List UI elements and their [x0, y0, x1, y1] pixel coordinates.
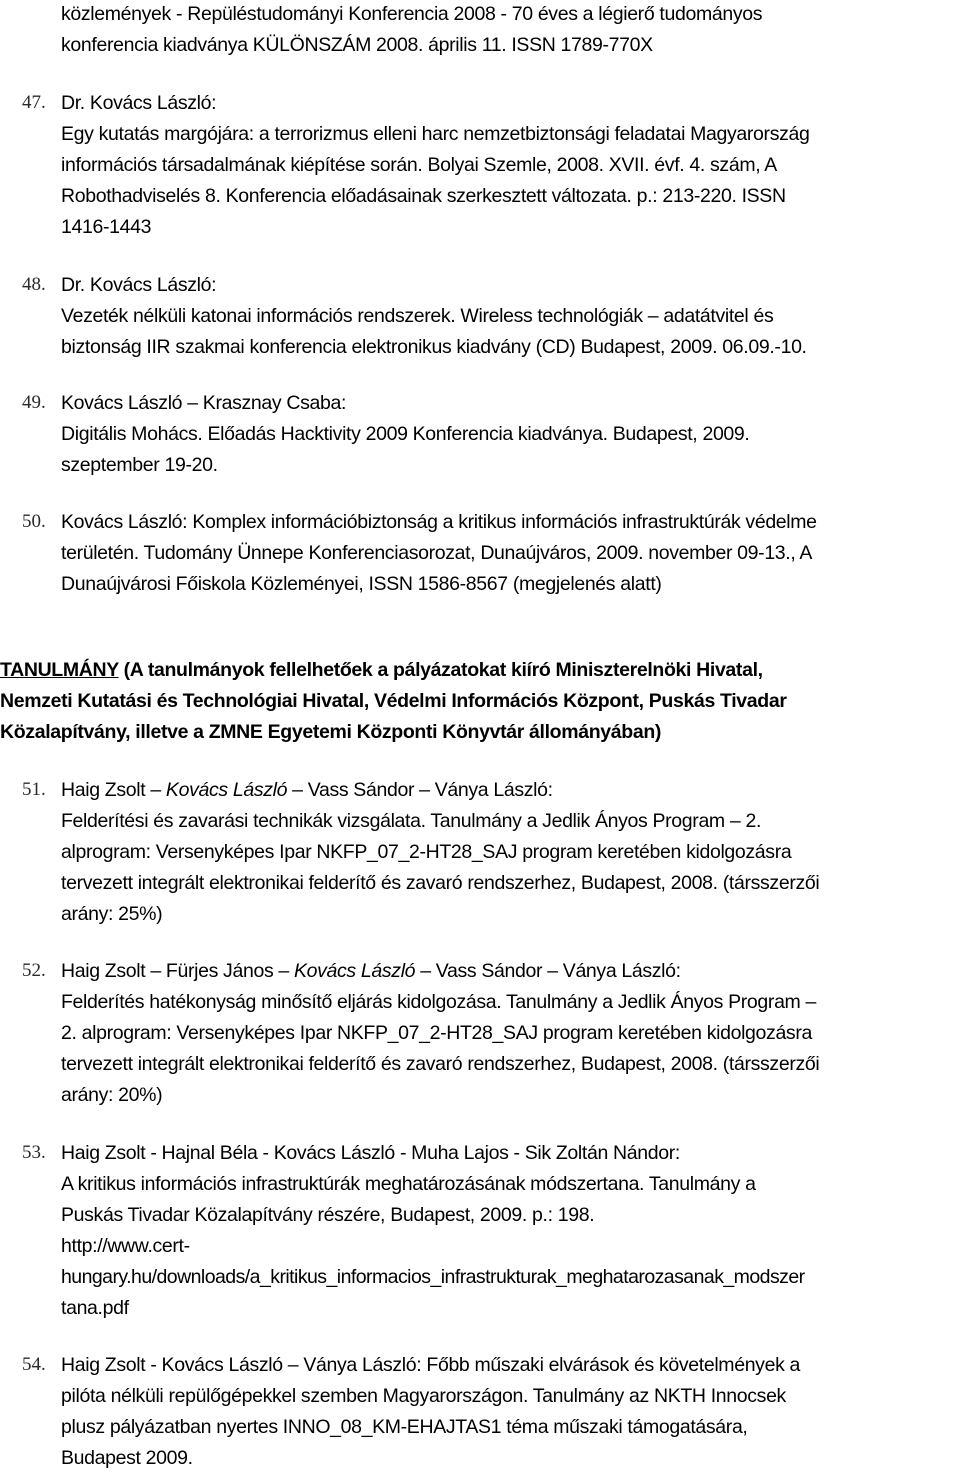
entry-text: arány: 25%) [61, 903, 163, 925]
entry-text: Digitális Mohács. Előadás Hacktivity 2009 Konferencia kiadványa. Budapest, 2009. [61, 423, 750, 445]
entry-text: 2. alprogram: Versenyképes Ipar NKFP_07_2-HT28_SAJ program keretében kidolgozásra [61, 1022, 812, 1044]
entry-number: 50. [22, 511, 46, 532]
entry-text: Felderítési és zavarási technikák vizsgálata. Tanulmány a Jedlik Ányos Program – 2. [61, 810, 762, 832]
entry-text: 1416-1443 [61, 216, 152, 238]
entry-text: Kovács László: Komplex információbiztonság a kritikus információs infrastruktúrák védelme [61, 511, 817, 533]
entry-link[interactable]: http://www.cert- [61, 1235, 190, 1257]
entry-text: szeptember 19-20. [61, 454, 218, 476]
entry-author: Dr. Kovács László: [61, 274, 217, 296]
entry-author: Haig Zsolt - Kovács László – Ványa László: Főbb műszaki elvárások és követelmények a [61, 1354, 801, 1376]
entry-link[interactable]: tana.pdf [61, 1297, 129, 1319]
entry-text: tervezett integrált elektronikai felderítő és zavaró rendszerhez, Budapest, 2008. (társszerzői [61, 872, 820, 894]
author-text: – Vass Sándor – Ványa László: [287, 779, 553, 801]
section-subtitle: (A tanulmányok fellelhetőek a pályázatokat kiíró Miniszterelnöki Hivatal, [118, 659, 763, 681]
section-heading-line-2: Nemzeti Kutatási és Technológiai Hivatal, Védelmi Információs Központ, Puskás Tivadar [0, 690, 787, 712]
entry-author: Dr. Kovács László: [61, 92, 217, 114]
author-highlight: Kovács László [165, 779, 288, 801]
entry-text: Dunaújvárosi Főiskola Közleményei, ISSN 1586-8567 (megjelenés alatt) [61, 573, 662, 595]
author-text: Haig Zsolt – [61, 779, 166, 801]
entry-text: pilóta nélküli repülőgépekkel szemben Magyarországon. Tanulmány az NKTH Innocsek [61, 1385, 786, 1407]
entry-number: 51. [22, 779, 46, 800]
entry-text: arány: 20%) [61, 1084, 163, 1106]
entry-text: Robothadviselés 8. Konferencia előadásainak szerkesztett változata. p.: 213-220. ISSN [61, 185, 786, 207]
entry-text: Felderítés hatékonyság minősítő eljárás kidolgozása. Tanulmány a Jedlik Ányos Program – [61, 991, 817, 1013]
entry-author: Haig Zsolt - Hajnal Béla - Kovács László - Muha Lajos - Sik Zoltán Nándor: [61, 1142, 680, 1164]
entry-author: Kovács László – Krasznay Csaba: [61, 392, 347, 414]
entry-author [61, 957, 681, 985]
entry-text: Puskás Tivadar Közalapítvány részére, Budapest, 2009. p.: 198. [61, 1204, 595, 1226]
section-title: TANULMÁNY [0, 659, 119, 681]
entry-number: 49. [22, 392, 46, 413]
entry-number: 47. [22, 92, 46, 113]
entry-number: 48. [22, 274, 46, 295]
entry-text: biztonság IIR szakmai konferencia elektronikus kiadvány (CD) Budapest, 2009. 06.09.-10. [61, 336, 807, 358]
intro-line-1: közlemények - Repüléstudományi Konferencia 2008 - 70 éves a légierő tudományos [61, 3, 763, 25]
entry-text: Budapest 2009. [61, 1447, 193, 1469]
section-heading-line-1 [0, 656, 763, 684]
entry-number: 52. [22, 960, 46, 981]
author-text: Haig Zsolt – Fürjes János – [61, 960, 294, 982]
entry-text: Egy kutatás margójára: a terrorizmus elleni harc nemzetbiztonsági feladatai Magyarország [61, 123, 810, 145]
entry-text: alprogram: Versenyképes Ipar NKFP_07_2-HT28_SAJ program keretében kidolgozásra [61, 841, 792, 863]
entry-text: területén. Tudomány Ünnepe Konferenciasorozat, Dunaújváros, 2009. november 09-13., A [61, 542, 813, 564]
entry-link[interactable]: hungary.hu/downloads/a_kritikus_informacios_infrastrukturak_meghatarozasanak_modszer [61, 1266, 805, 1288]
entry-text: információs társadalmának kiépítése során. Bolyai Szemle, 2008. XVII. évf. 4. szám, A [61, 154, 777, 176]
entry-author [61, 776, 553, 804]
intro-line-2: konferencia kiadványa KÜLÖNSZÁM 2008. április 11. ISSN 1789-770X [61, 34, 653, 56]
entry-number: 54. [22, 1354, 46, 1375]
author-highlight: Kovács László [293, 960, 416, 982]
author-text: – Vass Sándor – Ványa László: [415, 960, 681, 982]
entry-text: plusz pályázatban nyertes INNO_08_KM-EHAJTAS1 téma műszaki támogatására, [61, 1416, 748, 1438]
entry-number: 53. [22, 1142, 46, 1163]
section-heading-line-3: Közalapítvány, illetve a ZMNE Egyetemi Központi Könyvtár állományában) [0, 721, 662, 743]
entry-text: Vezeték nélküli katonai információs rendszerek. Wireless technológiák – adatátvitel és [61, 305, 774, 327]
entry-text: A kritikus információs infrastruktúrák meghatározásának módszertana. Tanulmány a [61, 1173, 756, 1195]
entry-text: tervezett integrált elektronikai felderítő és zavaró rendszerhez, Budapest, 2008. (társszerzői [61, 1053, 820, 1075]
